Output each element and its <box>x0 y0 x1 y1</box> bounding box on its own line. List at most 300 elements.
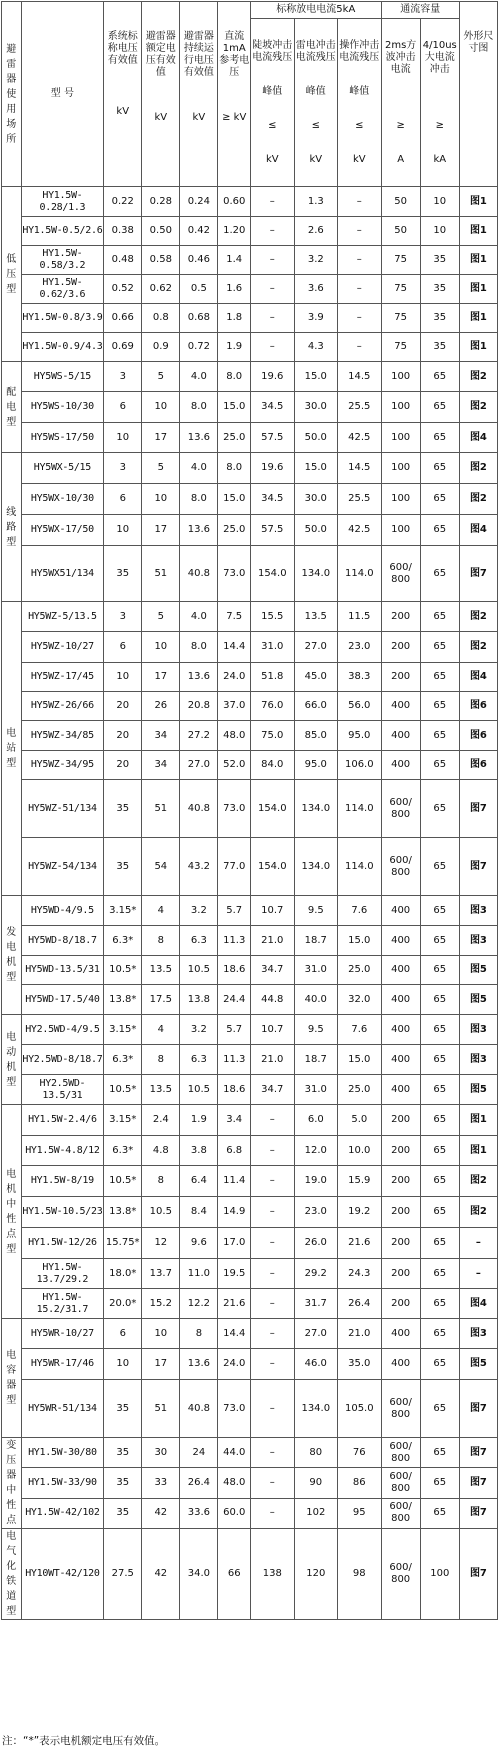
header-site: 避雷器使用场所 <box>2 2 22 187</box>
steep-residual-cell: – <box>251 1228 295 1259</box>
lightning-residual-cell: 23.0 <box>294 1197 338 1228</box>
impulse-current-cell: 65 <box>420 721 459 751</box>
dc-ref-voltage-cell: 19.5 <box>218 1259 251 1289</box>
model-cell: HY5WR-17/46 <box>21 1349 104 1380</box>
impulse-current-cell: 65 <box>420 692 459 721</box>
square-wave-cell: 400 <box>381 985 420 1015</box>
rated-voltage-cell: 10 <box>142 484 180 515</box>
lightning-residual-cell: 15.0 <box>294 362 338 392</box>
lightning-residual-cell: 30.0 <box>294 484 338 515</box>
table-row <box>2 392 498 423</box>
lightning-residual-cell: 27.0 <box>294 1319 338 1349</box>
switching-residual-cell: – <box>338 246 382 275</box>
dc-ref-voltage-cell: 44.0 <box>218 1438 251 1468</box>
steep-residual-cell: – <box>251 1259 295 1289</box>
steep-residual-cell: – <box>251 1197 295 1228</box>
square-wave-cell: 400 <box>381 1349 420 1380</box>
impulse-current-cell: 65 <box>420 956 459 985</box>
rated-voltage-cell: 4 <box>142 896 180 926</box>
rated-voltage-cell: 4 <box>142 1015 180 1045</box>
figure-ref-cell: – <box>459 1228 497 1259</box>
switching-residual-cell: 106.0 <box>338 751 382 780</box>
system-voltage-cell: 3.15* <box>104 1015 142 1045</box>
switching-residual-cell: 25.0 <box>338 956 382 985</box>
square-wave-cell: 200 <box>381 1197 420 1228</box>
figure-ref-cell: 图2 <box>459 632 497 663</box>
category-cell: 变压器中性点 <box>2 1438 22 1529</box>
impulse-current-cell: 65 <box>420 1438 459 1468</box>
figure-ref-cell: 图1 <box>459 187 497 217</box>
lightning-residual-cell: 15.0 <box>294 453 338 484</box>
continuous-voltage-cell: 43.2 <box>180 838 218 896</box>
steep-residual-cell: 76.0 <box>251 692 295 721</box>
model-cell: HY1.5W-2.4/6 <box>21 1105 104 1136</box>
model-cell: HY5WZ-34/85 <box>21 721 104 751</box>
lightning-residual-cell: 2.6 <box>294 217 338 246</box>
rated-voltage-cell: 5 <box>142 362 180 392</box>
lightning-residual-cell: 12.0 <box>294 1136 338 1166</box>
square-wave-cell: 400 <box>381 956 420 985</box>
lightning-residual-cell: 120 <box>294 1529 338 1620</box>
footnote: 注：“*”表示电机额定电压有效值。 <box>2 1735 166 1747</box>
model-cell: HY5WX-17/50 <box>21 515 104 546</box>
steep-residual-cell: 84.0 <box>251 751 295 780</box>
steep-residual-cell: 34.5 <box>251 484 295 515</box>
switching-residual-cell: 19.2 <box>338 1197 382 1228</box>
model-cell: HY5WD-13.5/31 <box>21 956 104 985</box>
system-voltage-cell: 15.75* <box>104 1228 142 1259</box>
continuous-voltage-cell: 6.3 <box>180 1045 218 1075</box>
header-square-wave: 2ms方波冲击电流 ≥ A <box>381 19 420 187</box>
figure-ref-cell: 图7 <box>459 780 497 838</box>
lightning-residual-cell: 1.3 <box>294 187 338 217</box>
table-row <box>2 1319 498 1349</box>
square-wave-cell: 600/ 800 <box>381 1438 420 1468</box>
category-cell: 电动机型 <box>2 1015 22 1105</box>
figure-ref-cell: 图1 <box>459 333 497 362</box>
category-cell: 电容器型 <box>2 1319 22 1438</box>
continuous-voltage-cell: 8 <box>180 1319 218 1349</box>
lightning-residual-cell: 13.5 <box>294 602 338 632</box>
header-lightning: 雷电冲击电流残压 峰值 ≤ kV <box>294 19 338 187</box>
continuous-voltage-cell: 0.42 <box>180 217 218 246</box>
model-cell: HY5WR-51/134 <box>21 1380 104 1438</box>
square-wave-cell: 100 <box>381 515 420 546</box>
lightning-residual-cell: 6.0 <box>294 1105 338 1136</box>
table-header <box>2 2 498 187</box>
system-voltage-cell: 35 <box>104 1498 142 1528</box>
continuous-voltage-cell: 3.8 <box>180 1136 218 1166</box>
category-cell: 电站型 <box>2 602 22 896</box>
table-row <box>2 632 498 663</box>
dc-ref-voltage-cell: 73.0 <box>218 1380 251 1438</box>
square-wave-cell: 50 <box>381 217 420 246</box>
impulse-current-cell: 35 <box>420 333 459 362</box>
dc-ref-voltage-cell: 1.9 <box>218 333 251 362</box>
square-wave-cell: 600/ 800 <box>381 1498 420 1528</box>
table-row <box>2 1015 498 1045</box>
table-row <box>2 423 498 453</box>
system-voltage-cell: 3.15* <box>104 1105 142 1136</box>
steep-residual-cell: – <box>251 333 295 362</box>
continuous-voltage-cell: 13.6 <box>180 1349 218 1380</box>
switching-residual-cell: 14.5 <box>338 362 382 392</box>
continuous-voltage-cell: 10.5 <box>180 956 218 985</box>
table-row <box>2 1289 498 1319</box>
continuous-voltage-cell: 10.5 <box>180 1075 218 1105</box>
impulse-current-cell: 65 <box>420 602 459 632</box>
lightning-residual-cell: 3.6 <box>294 275 338 304</box>
lightning-residual-cell: 31.0 <box>294 1075 338 1105</box>
table-row <box>2 1468 498 1498</box>
system-voltage-cell: 10.5* <box>104 1075 142 1105</box>
switching-residual-cell: 56.0 <box>338 692 382 721</box>
impulse-current-cell: 65 <box>420 453 459 484</box>
dc-ref-voltage-cell: 60.0 <box>218 1498 251 1528</box>
system-voltage-cell: 20.0* <box>104 1289 142 1319</box>
continuous-voltage-cell: 40.8 <box>180 546 218 602</box>
steep-residual-cell: 154.0 <box>251 546 295 602</box>
dc-ref-voltage-cell: 15.0 <box>218 392 251 423</box>
table-row <box>2 187 498 217</box>
rated-voltage-cell: 54 <box>142 838 180 896</box>
continuous-voltage-cell: 8.4 <box>180 1197 218 1228</box>
lightning-residual-cell: 134.0 <box>294 780 338 838</box>
lightning-residual-cell: 3.2 <box>294 246 338 275</box>
square-wave-cell: 200 <box>381 632 420 663</box>
rated-voltage-cell: 10.5 <box>142 1197 180 1228</box>
lightning-residual-cell: 26.0 <box>294 1228 338 1259</box>
table-row <box>2 721 498 751</box>
model-cell: HY5WX51/134 <box>21 546 104 602</box>
rated-voltage-cell: 17 <box>142 663 180 692</box>
system-voltage-cell: 20 <box>104 692 142 721</box>
dc-ref-voltage-cell: 52.0 <box>218 751 251 780</box>
lightning-residual-cell: 29.2 <box>294 1259 338 1289</box>
table-row <box>2 304 498 333</box>
impulse-current-cell: 65 <box>420 1498 459 1528</box>
square-wave-cell: 600/ 800 <box>381 838 420 896</box>
switching-residual-cell: 76 <box>338 1438 382 1468</box>
square-wave-cell: 200 <box>381 1166 420 1197</box>
impulse-current-cell: 65 <box>420 423 459 453</box>
steep-residual-cell: – <box>251 1319 295 1349</box>
system-voltage-cell: 6 <box>104 632 142 663</box>
switching-residual-cell: 32.0 <box>338 985 382 1015</box>
steep-residual-cell: 10.7 <box>251 896 295 926</box>
rated-voltage-cell: 33 <box>142 1468 180 1498</box>
lightning-residual-cell: 80 <box>294 1438 338 1468</box>
table-row <box>2 1045 498 1075</box>
system-voltage-cell: 6 <box>104 484 142 515</box>
system-voltage-cell: 3 <box>104 362 142 392</box>
steep-residual-cell: 34.5 <box>251 392 295 423</box>
square-wave-cell: 200 <box>381 1136 420 1166</box>
steep-residual-cell: 51.8 <box>251 663 295 692</box>
lightning-residual-cell: 102 <box>294 1498 338 1528</box>
figure-ref-cell: 图3 <box>459 896 497 926</box>
rated-voltage-cell: 8 <box>142 1166 180 1197</box>
rated-voltage-cell: 26 <box>142 692 180 721</box>
model-cell: HY2.5WD-13.5/31 <box>21 1075 104 1105</box>
continuous-voltage-cell: 13.6 <box>180 663 218 692</box>
category-cell: 低压型 <box>2 187 22 362</box>
square-wave-cell: 200 <box>381 602 420 632</box>
category-cell: 发电机型 <box>2 896 22 1015</box>
figure-ref-cell: 图2 <box>459 453 497 484</box>
continuous-voltage-cell: 4.0 <box>180 362 218 392</box>
figure-ref-cell: 图6 <box>459 692 497 721</box>
steep-residual-cell: – <box>251 1468 295 1498</box>
model-cell: HY1.5W-0.58/3.2 <box>21 246 104 275</box>
arrester-spec-table <box>1 1 498 1620</box>
continuous-voltage-cell: 27.2 <box>180 721 218 751</box>
table-row <box>2 546 498 602</box>
square-wave-cell: 400 <box>381 692 420 721</box>
table-row <box>2 275 498 304</box>
continuous-voltage-cell: 1.9 <box>180 1105 218 1136</box>
system-voltage-cell: 6.3* <box>104 926 142 956</box>
dc-ref-voltage-cell: 8.0 <box>218 453 251 484</box>
steep-residual-cell: 10.7 <box>251 1015 295 1045</box>
impulse-current-cell: 65 <box>420 546 459 602</box>
rated-voltage-cell: 0.58 <box>142 246 180 275</box>
steep-residual-cell: – <box>251 1136 295 1166</box>
square-wave-cell: 100 <box>381 484 420 515</box>
model-cell: HY5WZ-54/134 <box>21 838 104 896</box>
impulse-current-cell: 65 <box>420 362 459 392</box>
switching-residual-cell: 24.3 <box>338 1259 382 1289</box>
rated-voltage-cell: 2.4 <box>142 1105 180 1136</box>
system-voltage-cell: 35 <box>104 1438 142 1468</box>
figure-ref-cell: 图5 <box>459 1349 497 1380</box>
header-residual-group: 标称放电电流5kA <box>251 2 382 19</box>
lightning-residual-cell: 95.0 <box>294 751 338 780</box>
steep-residual-cell: – <box>251 1166 295 1197</box>
continuous-voltage-cell: 40.8 <box>180 1380 218 1438</box>
impulse-current-cell: 65 <box>420 1259 459 1289</box>
system-voltage-cell: 6 <box>104 392 142 423</box>
rated-voltage-cell: 12 <box>142 1228 180 1259</box>
lightning-residual-cell: 134.0 <box>294 838 338 896</box>
model-cell: HY1.5W-0.28/1.3 <box>21 187 104 217</box>
switching-residual-cell: 35.0 <box>338 1349 382 1380</box>
system-voltage-cell: 35 <box>104 838 142 896</box>
rated-voltage-cell: 0.9 <box>142 333 180 362</box>
dc-ref-voltage-cell: 1.20 <box>218 217 251 246</box>
switching-residual-cell: 15.0 <box>338 1045 382 1075</box>
impulse-current-cell: 65 <box>420 1166 459 1197</box>
switching-residual-cell: 23.0 <box>338 632 382 663</box>
impulse-current-cell: 65 <box>420 1015 459 1045</box>
continuous-voltage-cell: 6.4 <box>180 1166 218 1197</box>
lightning-residual-cell: 45.0 <box>294 663 338 692</box>
system-voltage-cell: 18.0* <box>104 1259 142 1289</box>
model-cell: HY5WS-10/30 <box>21 392 104 423</box>
header-continuous-voltage: 避雷器持续运行电压有效值 kV <box>180 2 218 187</box>
rated-voltage-cell: 5 <box>142 602 180 632</box>
switching-residual-cell: 114.0 <box>338 546 382 602</box>
continuous-voltage-cell: 12.2 <box>180 1289 218 1319</box>
system-voltage-cell: 6.3* <box>104 1136 142 1166</box>
model-cell: HY5WS-5/15 <box>21 362 104 392</box>
model-cell: HY1.5W-12/26 <box>21 1228 104 1259</box>
lightning-residual-cell: 9.5 <box>294 1015 338 1045</box>
impulse-current-cell: 65 <box>420 1319 459 1349</box>
figure-ref-cell: 图2 <box>459 484 497 515</box>
model-cell: HY1.5W-10.5/23 <box>21 1197 104 1228</box>
steep-residual-cell: 21.0 <box>251 1045 295 1075</box>
table-row <box>2 838 498 896</box>
figure-ref-cell: 图4 <box>459 515 497 546</box>
rated-voltage-cell: 5 <box>142 453 180 484</box>
model-cell: HY5WX-5/15 <box>21 453 104 484</box>
impulse-current-cell: 65 <box>420 1349 459 1380</box>
square-wave-cell: 75 <box>381 275 420 304</box>
figure-ref-cell: 图1 <box>459 304 497 333</box>
rated-voltage-cell: 51 <box>142 546 180 602</box>
dc-ref-voltage-cell: 18.6 <box>218 1075 251 1105</box>
header-dc-ref-voltage: 直流1mA参考电压 ≥ kV <box>218 2 251 187</box>
continuous-voltage-cell: 0.72 <box>180 333 218 362</box>
system-voltage-cell: 20 <box>104 751 142 780</box>
dc-ref-voltage-cell: 24.0 <box>218 1349 251 1380</box>
impulse-current-cell: 65 <box>420 1045 459 1075</box>
system-voltage-cell: 13.8* <box>104 985 142 1015</box>
dc-ref-voltage-cell: 5.7 <box>218 896 251 926</box>
dc-ref-voltage-cell: 1.4 <box>218 246 251 275</box>
impulse-current-cell: 65 <box>420 1289 459 1319</box>
switching-residual-cell: – <box>338 275 382 304</box>
dc-ref-voltage-cell: 66 <box>218 1529 251 1620</box>
rated-voltage-cell: 10 <box>142 1319 180 1349</box>
lightning-residual-cell: 46.0 <box>294 1349 338 1380</box>
header-figure: 外形尺寸图 <box>459 2 497 187</box>
header-model: 型 号 <box>21 2 104 187</box>
system-voltage-cell: 10.5* <box>104 1166 142 1197</box>
system-voltage-cell: 35 <box>104 546 142 602</box>
dc-ref-voltage-cell: 17.0 <box>218 1228 251 1259</box>
steep-residual-cell: 57.5 <box>251 423 295 453</box>
rated-voltage-cell: 42 <box>142 1498 180 1528</box>
steep-residual-cell: 57.5 <box>251 515 295 546</box>
system-voltage-cell: 0.22 <box>104 187 142 217</box>
rated-voltage-cell: 4.8 <box>142 1136 180 1166</box>
table-body <box>2 187 498 1620</box>
system-voltage-cell: 6.3* <box>104 1045 142 1075</box>
figure-ref-cell: 图2 <box>459 1197 497 1228</box>
dc-ref-voltage-cell: 24.4 <box>218 985 251 1015</box>
table-row <box>2 1438 498 1468</box>
model-cell: HY5WR-10/27 <box>21 1319 104 1349</box>
table-row <box>2 362 498 392</box>
continuous-voltage-cell: 8.0 <box>180 632 218 663</box>
continuous-voltage-cell: 11.0 <box>180 1259 218 1289</box>
continuous-voltage-cell: 24 <box>180 1438 218 1468</box>
figure-ref-cell: 图1 <box>459 217 497 246</box>
table-row <box>2 1380 498 1438</box>
switching-residual-cell: 5.0 <box>338 1105 382 1136</box>
table-row <box>2 1529 498 1620</box>
table-row <box>2 780 498 838</box>
model-cell: HY1.5W-42/102 <box>21 1498 104 1528</box>
lightning-residual-cell: 31.0 <box>294 956 338 985</box>
figure-ref-cell: 图7 <box>459 838 497 896</box>
figure-ref-cell: 图6 <box>459 751 497 780</box>
square-wave-cell: 75 <box>381 246 420 275</box>
rated-voltage-cell: 0.8 <box>142 304 180 333</box>
table-row <box>2 1136 498 1166</box>
system-voltage-cell: 0.69 <box>104 333 142 362</box>
system-voltage-cell: 35 <box>104 780 142 838</box>
model-cell: HY1.5W-0.5/2.6 <box>21 217 104 246</box>
system-voltage-cell: 0.48 <box>104 246 142 275</box>
rated-voltage-cell: 17 <box>142 1349 180 1380</box>
dc-ref-voltage-cell: 73.0 <box>218 546 251 602</box>
rated-voltage-cell: 17.5 <box>142 985 180 1015</box>
impulse-current-cell: 10 <box>420 217 459 246</box>
dc-ref-voltage-cell: 37.0 <box>218 692 251 721</box>
model-cell: HY5WD-8/18.7 <box>21 926 104 956</box>
system-voltage-cell: 13.8* <box>104 1197 142 1228</box>
switching-residual-cell: 14.5 <box>338 453 382 484</box>
switching-residual-cell: 10.0 <box>338 1136 382 1166</box>
rated-voltage-cell: 0.28 <box>142 187 180 217</box>
table-row <box>2 1259 498 1289</box>
category-cell: 线路型 <box>2 453 22 602</box>
square-wave-cell: 200 <box>381 1289 420 1319</box>
system-voltage-cell: 10 <box>104 515 142 546</box>
model-cell: HY5WZ-26/66 <box>21 692 104 721</box>
dc-ref-voltage-cell: 11.4 <box>218 1166 251 1197</box>
header-steep: 陡坡冲击电流残压 峰值 ≤ kV <box>251 19 295 187</box>
header-system-voltage: 系统标称电压有效值 kV <box>104 2 142 187</box>
impulse-current-cell: 65 <box>420 985 459 1015</box>
impulse-current-cell: 65 <box>420 484 459 515</box>
impulse-current-cell: 65 <box>420 663 459 692</box>
model-cell: HY1.5W-0.8/3.9 <box>21 304 104 333</box>
switching-residual-cell: 95 <box>338 1498 382 1528</box>
continuous-voltage-cell: 13.8 <box>180 985 218 1015</box>
table-row <box>2 1498 498 1528</box>
system-voltage-cell: 3 <box>104 602 142 632</box>
steep-residual-cell: – <box>251 1438 295 1468</box>
switching-residual-cell: 15.0 <box>338 926 382 956</box>
figure-ref-cell: 图5 <box>459 985 497 1015</box>
steep-residual-cell: 15.5 <box>251 602 295 632</box>
table-row <box>2 692 498 721</box>
square-wave-cell: 600/ 800 <box>381 1529 420 1620</box>
dc-ref-voltage-cell: 3.4 <box>218 1105 251 1136</box>
lightning-residual-cell: 9.5 <box>294 896 338 926</box>
figure-ref-cell: 图1 <box>459 246 497 275</box>
dc-ref-voltage-cell: 73.0 <box>218 780 251 838</box>
dc-ref-voltage-cell: 11.3 <box>218 926 251 956</box>
table-row <box>2 663 498 692</box>
continuous-voltage-cell: 8.0 <box>180 484 218 515</box>
dc-ref-voltage-cell: 14.4 <box>218 1319 251 1349</box>
continuous-voltage-cell: 8.0 <box>180 392 218 423</box>
table-row <box>2 515 498 546</box>
figure-ref-cell: 图4 <box>459 423 497 453</box>
figure-ref-cell: 图3 <box>459 1319 497 1349</box>
table-row <box>2 1105 498 1136</box>
figure-ref-cell: 图7 <box>459 1498 497 1528</box>
rated-voltage-cell: 34 <box>142 721 180 751</box>
impulse-current-cell: 65 <box>420 780 459 838</box>
square-wave-cell: 600/ 800 <box>381 780 420 838</box>
dc-ref-voltage-cell: 14.9 <box>218 1197 251 1228</box>
